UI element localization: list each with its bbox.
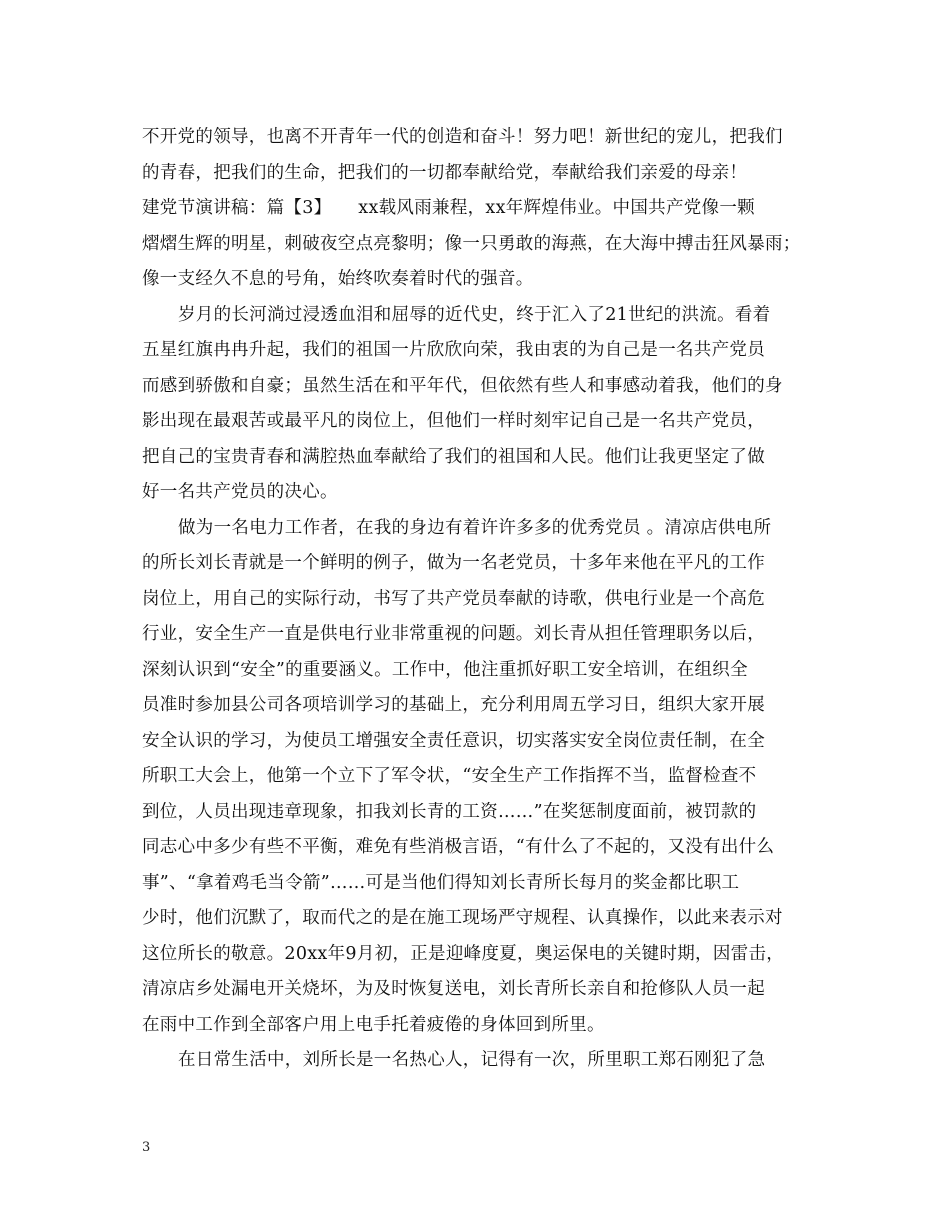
text-line: 这位所长的敬意。20xx年9月初，正是迎峰度夏，奥运保电的关键时期，因雷击，: [142, 943, 785, 964]
text-line: 行业，安全生产一直是供电行业非常重视的问题。刘长青从担任管理职务以后，: [142, 624, 765, 644]
text-line: 的所长刘长青就是一个鲜明的例子，做为一名老党员，十多年来他在平凡的工作: [142, 553, 765, 573]
text-line: 到位，人员出现违章现象，扣我刘长青的工资……”在奖惩制度面前，被罚款的: [142, 801, 757, 822]
text-line: 五星红旗冉冉升起，我们的祖国一片欣欣向荣，我由衷的为自己是一名共产党员: [142, 340, 765, 360]
text-line: 不开党的领导，也离不开青年一代的创造和奋斗！努力吧！新世纪的宠儿，把我们: [142, 127, 783, 147]
text-line: 的青春，把我们的生命，把我们的一切都奉献给党，奉献给我们亲爱的母亲！: [142, 162, 748, 183]
text-line: 清凉店乡处漏电开关烧坏，为及时恢复送电，刘长青所长亲自和抢修队人员一起: [142, 979, 765, 999]
text-line: 把自己的宝贵青春和满腔热血奉献给了我们的祖国和人民。他们让我更坚定了做: [142, 446, 765, 467]
paragraph-start-line: 做为一名电力工作者，在我的身边有着许许多多的优秀党员 。清凉店供电所: [178, 517, 772, 538]
text-line: 影出现在最艰苦或最平凡的岗位上，但他们一样时刻牢记自己是一名共产党员，: [142, 411, 765, 431]
text-line: 事”、“拿着鸡毛当令箭”……可是当他们得知刘长青所长每月的奖金都比职工: [142, 872, 740, 893]
text-line: 员准时参加县公司各项培训学习的基础上，充分利用周五学习日，组织大家开展: [142, 695, 765, 715]
text-line: 所职工大会上，他第一个立下了军令状，“安全生产工作指挥不当，监督检查不: [142, 766, 757, 786]
text-line: 在雨中工作到全部客户用上电手托着疲倦的身体回到所里。: [142, 1014, 605, 1035]
text-line: 少时，他们沉默了，取而代之的是在施工现场严守规程、认真操作，以此来表示对: [142, 908, 783, 928]
paragraph-start-line: 在日常生活中，刘所长是一名热心人，记得有一次，所里职工郑石刚犯了急: [178, 1050, 766, 1070]
section-heading-line: 建党节演讲稿：篇【3】 xx载风雨兼程，xx年辉煌伟业。中国共产党像一颗: [142, 198, 755, 218]
text-line: 岗位上，用自己的实际行动，书写了共产党员奉献的诗歌，供电行业是一个高危: [142, 588, 765, 609]
text-line: 深刻认识到“安全”的重要涵义。工作中，他注重抓好职工安全培训，在组织全: [142, 659, 748, 680]
text-line: 熠熠生辉的明星，刺破夜空点亮黎明；像一只勇敢的海燕，在大海中搏击狂风暴雨；: [142, 233, 801, 254]
text-line: 好一名共产党员的决心。: [142, 482, 338, 502]
text-line: 而感到骄傲和自豪；虽然生活在和平年代，但依然有些人和事感动着我，他们的身: [142, 375, 783, 396]
paragraph-start-line: 岁月的长河淌过浸透血泪和屈辱的近代史，终于汇入了21世纪的洪流。看着: [178, 304, 771, 325]
body-text: [142, 120, 832, 1079]
text-line: 同志心中多少有些不平衡，难免有些消极言语，“有什么了不起的，又没有出什么: [142, 837, 775, 857]
text-line: 像一支经久不息的号角，始终吹奏着时代的强音。: [142, 269, 534, 289]
text-line: 安全认识的学习，为使员工增强安全责任意识，切实落实安全岗位责任制，在全: [142, 730, 765, 751]
page-number: 3: [142, 1140, 151, 1155]
